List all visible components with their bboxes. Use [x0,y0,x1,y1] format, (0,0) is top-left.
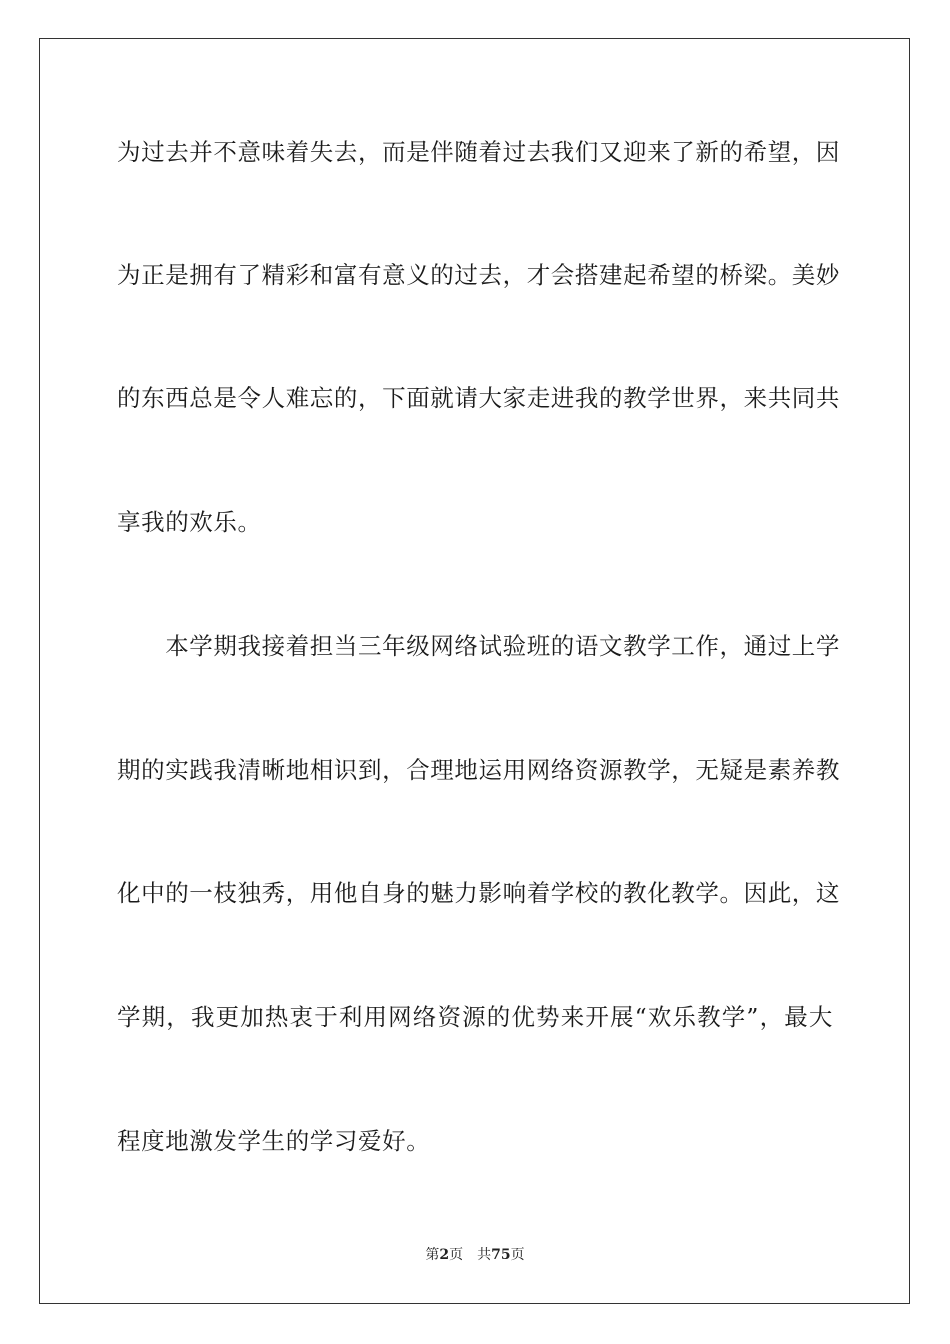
text-line: 本学期我接着担当三年级网络试验班的语文教学工作，通过上学 [117,632,840,660]
page-frame [39,38,910,1304]
page-current: 2 [439,1247,450,1263]
text-line: 期的实践我清晰地相识到，合理地运用网络资源教学，无疑是素养教 [117,756,840,784]
text-line: 享我的欢乐。 [117,508,262,536]
text-line: 程度地激发学生的学习爱好。 [117,1127,431,1155]
text-line: 的东西总是令人难忘的，下面就请大家走进我的教学世界，来共同共 [117,384,840,412]
page-total: 75 [491,1247,511,1263]
text-line: 学期，我更加热衷于利用网络资源的优势来开展“欢乐教学”，最大 [117,1003,833,1031]
total-suffix: 页 [510,1247,525,1263]
text-line: 为过去并不意味着失去，而是伴随着过去我们又迎来了新的希望，因 [117,138,840,166]
page-prefix: 第 [425,1247,440,1263]
total-prefix: 共 [477,1247,492,1263]
page-footer [0,1245,950,1265]
page-suffix: 页 [449,1247,464,1263]
text-line: 化中的一枝独秀，用他自身的魅力影响着学校的教化教学。因此，这 [117,879,840,907]
text-line: 为正是拥有了精彩和富有意义的过去，才会搭建起希望的桥梁。美妙 [117,261,840,289]
